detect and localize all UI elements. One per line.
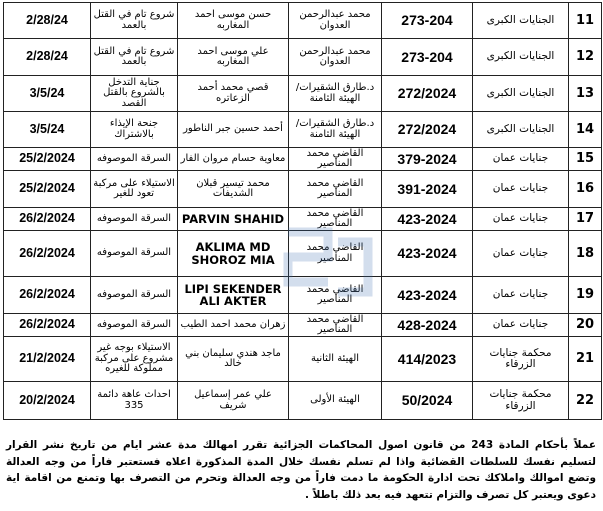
accused-name-cell: قصي محمد أحمد الزعاتره — [178, 76, 289, 112]
date-cell: 21/2/2024 — [4, 337, 91, 382]
charge-cell: السرقة الموصوفه — [91, 231, 178, 277]
row-number-cell: 19 — [569, 277, 602, 314]
judge-panel-cell: د.طارق الشقيرات/الهيئة الثامنة — [289, 112, 382, 148]
judge-panel-cell: القاضي محمد المناصير — [289, 148, 382, 171]
court-name-cell: الجنايات الكبرى — [473, 3, 569, 39]
judge-panel-cell: محمد عبدالرحمن العدوان — [289, 3, 382, 39]
court-name-cell: الجنايات الكبرى — [473, 39, 569, 76]
court-name-cell: جنايات عمان — [473, 231, 569, 277]
accused-name-cell: ماجد هندي سليمان بني خالد — [178, 337, 289, 382]
case-number-cell: 272/2024 — [382, 76, 473, 112]
judge-panel-cell: القاضي محمد المناصير — [289, 277, 382, 314]
judge-panel-cell: د.طارق الشقيرات/الهيئة الثامنة — [289, 76, 382, 112]
date-cell: 20/2/2024 — [4, 382, 91, 420]
table-row — [4, 382, 602, 420]
date-cell: 26/2/2024 — [4, 314, 91, 337]
charge-cell: جناية التدخل بالشروع بالقتل القصد — [91, 76, 178, 112]
wanted-persons-table — [3, 2, 602, 420]
court-name-cell: جنايات عمان — [473, 314, 569, 337]
table-row — [4, 39, 602, 76]
case-number-cell: 50/2024 — [382, 382, 473, 420]
judge-panel-cell: القاضي محمد المناصير — [289, 314, 382, 337]
date-cell: 3/5/24 — [4, 112, 91, 148]
judge-panel-cell: القاضي محمد المناصير — [289, 171, 382, 208]
charge-cell: الاستيلاء بوجه غير مشروع على مركبة مملوكة للغيره — [91, 337, 178, 382]
table-row — [4, 208, 602, 231]
charge-cell: شروع تام في القتل بالعمد — [91, 39, 178, 76]
table-row — [4, 231, 602, 277]
table-row — [4, 314, 602, 337]
charge-cell: السرقة الموصوفه — [91, 277, 178, 314]
judge-panel-cell: القاضي محمد المناصير — [289, 231, 382, 277]
case-number-cell: 423-2024 — [382, 208, 473, 231]
table-row — [4, 112, 602, 148]
case-number-cell: 423-2024 — [382, 231, 473, 277]
accused-name-cell: معاوية حسام مروان الفار — [178, 148, 289, 171]
charge-cell: السرقة الموصوفه — [91, 314, 178, 337]
notice-paragraph: عملاً بأحكام المادة 243 من قانون اصول المحاكمات الجزائية تقرر امهالك مدة عشر ايام من تاريخ نشر القرار لتسليم نفسك للسلطات القضائية واذا لم تسلم نفسك خلال المدة المذكورة اعلاه فستعتبر فاراً من وجه العدالة وتضع اموالك واملاكك تحت ادارة الحكومة ما دمت فاراً من وجه العدالة وتحرم من التصرف بها وتمنع من اقامة اية دعوى ويعتبر كل تصرف والتزام تتعهد فيه بعد ذلك باطلاً . — [6, 439, 596, 501]
court-name-cell: جنايات عمان — [473, 277, 569, 314]
court-name-cell: الجنايات الكبرى — [473, 112, 569, 148]
row-number-cell: 17 — [569, 208, 602, 231]
row-number-cell: 16 — [569, 171, 602, 208]
court-name-cell: محكمة جنايات الزرقاء — [473, 382, 569, 420]
charge-cell: الاستيلاء على مركبة تعود للغير — [91, 171, 178, 208]
date-cell: 3/5/24 — [4, 76, 91, 112]
judge-panel-cell: القاضي محمد المناصير — [289, 208, 382, 231]
date-cell: 2/28/24 — [4, 3, 91, 39]
accused-name-cell: زهران محمد احمد الطيب — [178, 314, 289, 337]
case-number-cell: 423-2024 — [382, 277, 473, 314]
accused-name-cell: علي موسى احمد المغاربه — [178, 39, 289, 76]
row-number-cell: 12 — [569, 39, 602, 76]
date-cell: 26/2/2024 — [4, 231, 91, 277]
case-number-cell: 428-2024 — [382, 314, 473, 337]
accused-name-cell: AKLIMA MD SHOROZ MIA — [178, 231, 289, 277]
date-cell: 26/2/2024 — [4, 208, 91, 231]
judge-panel-cell: محمد عبدالرحمن العدوان — [289, 39, 382, 76]
case-number-cell: 272/2024 — [382, 112, 473, 148]
charge-cell: احداث عاهة دائمة 335 — [91, 382, 178, 420]
row-number-cell: 13 — [569, 76, 602, 112]
table-row — [4, 76, 602, 112]
judge-panel-cell: الهيئة الثانية — [289, 337, 382, 382]
court-name-cell: الجنايات الكبرى — [473, 76, 569, 112]
accused-name-cell: LIPI SEKENDER ALI AKTER — [178, 277, 289, 314]
case-number-cell: 414/2023 — [382, 337, 473, 382]
charge-cell: السرقة الموصوفه — [91, 208, 178, 231]
date-cell: 25/2/2024 — [4, 171, 91, 208]
accused-name-cell: حسن موسى احمد المغاربه — [178, 3, 289, 39]
row-number-cell: 18 — [569, 231, 602, 277]
row-number-cell: 15 — [569, 148, 602, 171]
judge-panel-cell: الهيئة الأولى — [289, 382, 382, 420]
court-name-cell: محكمة جنايات الزرقاء — [473, 337, 569, 382]
table-row — [4, 148, 602, 171]
table-row — [4, 277, 602, 314]
date-cell: 2/28/24 — [4, 39, 91, 76]
case-number-cell: 273-204 — [382, 3, 473, 39]
row-number-cell: 14 — [569, 112, 602, 148]
row-number-cell: 22 — [569, 382, 602, 420]
date-cell: 25/2/2024 — [4, 148, 91, 171]
charge-cell: جنحة الإيذاء بالاشتراك — [91, 112, 178, 148]
accused-name-cell: أحمد حسين جبر الناطور — [178, 112, 289, 148]
court-name-cell: جنايات عمان — [473, 171, 569, 208]
case-number-cell: 379-2024 — [382, 148, 473, 171]
accused-name-cell: علي عمر إسماعيل شريف — [178, 382, 289, 420]
table-row — [4, 171, 602, 208]
accused-name-cell: محمد تيسير قبلان الشديفات — [178, 171, 289, 208]
charge-cell: السرقة الموصوفه — [91, 148, 178, 171]
court-name-cell: جنايات عمان — [473, 208, 569, 231]
court-name-cell: جنايات عمان — [473, 148, 569, 171]
row-number-cell: 11 — [569, 3, 602, 39]
table-row — [4, 337, 602, 382]
case-number-cell: 273-204 — [382, 39, 473, 76]
row-number-cell: 20 — [569, 314, 602, 337]
table-row — [4, 3, 602, 39]
case-number-cell: 391-2024 — [382, 171, 473, 208]
accused-name-cell: PARVIN SHAHID — [178, 208, 289, 231]
date-cell: 26/2/2024 — [4, 277, 91, 314]
row-number-cell: 21 — [569, 337, 602, 382]
charge-cell: شروع تام في القتل بالعمد — [91, 3, 178, 39]
